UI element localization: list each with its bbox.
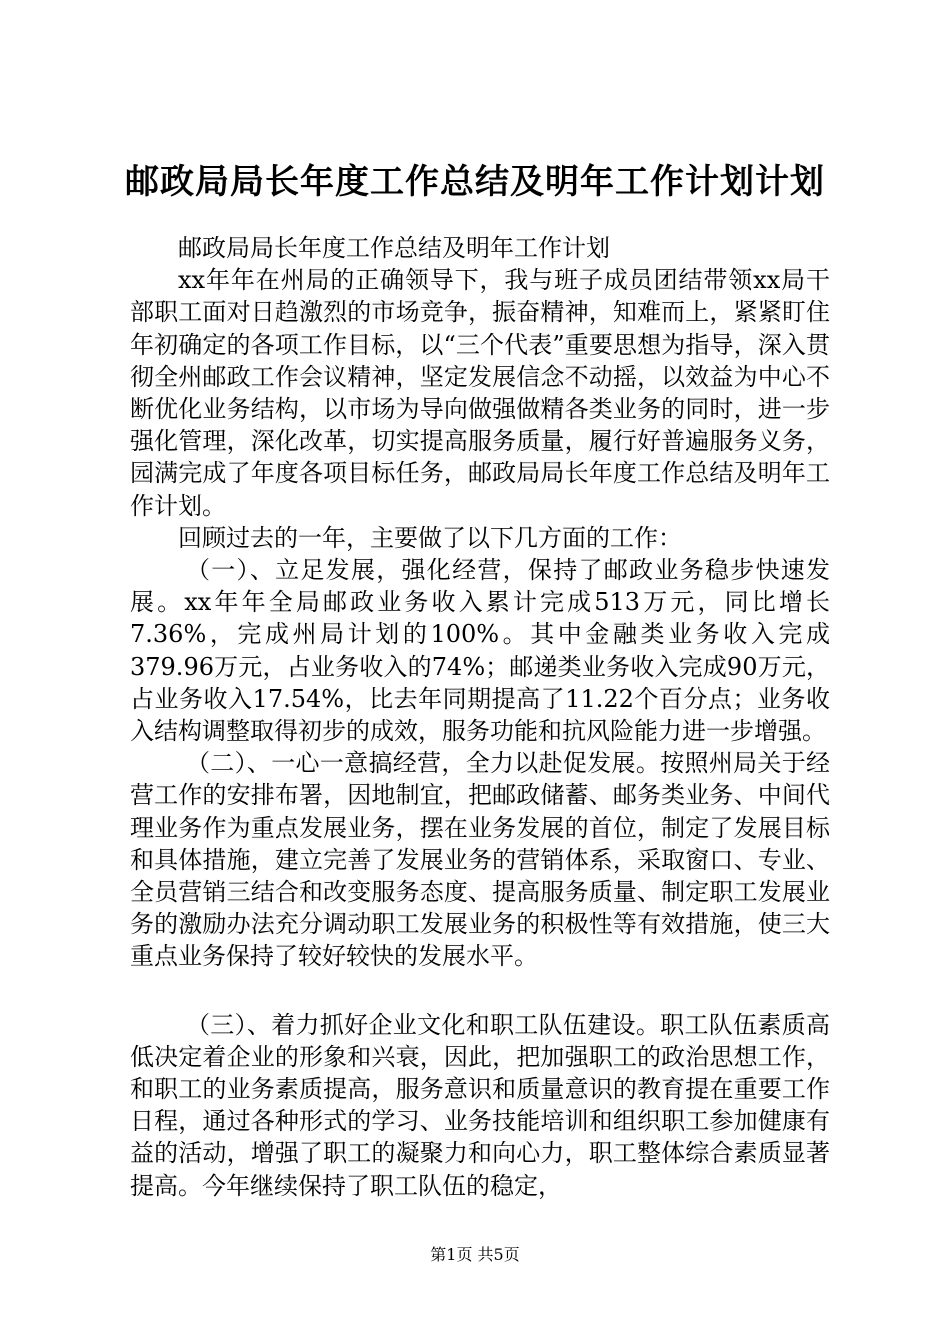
intro-paragraph: xx年年在州局的正确领导下，我与班子成员团结带领xx局干部职工面对日趋激烈的市场竞争，振奋精神，知难而上，紧紧盯住年初确定的各项工作目标，以“三个代表”重要思想为指导，深入贯彻全州邮政工作会议精神，坚定发展信念不动摇，以效益为中心不断优化业务结构，以市场为导向做强做精各类业务的同时，进一步强化管理，深化改革，切实提高服务质量，履行好普遍服务义务，园满完成了年度各项目标任务，邮政局局长年度工作总结及明年工作计划。 bbox=[130, 266, 830, 520]
page-number-indicator: 第1页 共5页 bbox=[430, 1245, 520, 1264]
section-two-paragraph: （二）、一心一意搞经营，全力以赴促发展。按照州局关于经营工作的安排布署，因地制宜，把邮政储蓄、邮务类业务、中间代理业务作为重点发展业务，摆在业务发展的首位，制定了发展目标和具体措施，建立完善了发展业务的营销体系，采取窗口、专业、全员营销三结合和改变服务态度、提高服务质量、制定职工发展业务的激励办法充分调动职工发展业务的积极性等有效措施，使三大重点业务保持了较好较快的发展水平。 bbox=[130, 749, 830, 971]
section-one-paragraph: （一）、立足发展，强化经营，保持了邮政业务稳步快速发展。xx年年全局邮政业务收入累计完成513万元，同比增长7.36%，完成州局计划的100%。其中金融类业务收入完成379.96万元，占业务收入的74%；邮递类业务收入完成90万元，占业务收入17.54%，比去年同期提高了11.22个百分点；业务收入结构调整取得初步的成效，服务功能和抗风险能力进一步增强。 bbox=[130, 556, 830, 746]
page-footer bbox=[0, 1244, 950, 1266]
subtitle-paragraph: 邮政局局长年度工作总结及明年工作计划 bbox=[178, 234, 610, 262]
review-lead-paragraph: 回顾过去的一年，主要做了以下几方面的工作： bbox=[178, 523, 682, 552]
document-title: 邮政局局长年度工作总结及明年工作计划计划 bbox=[125, 162, 825, 202]
section-three-paragraph: （三）、着力抓好企业文化和职工队伍建设。职工队伍素质高低决定着企业的形象和兴衰，因此，把加强职工的政治思想工作，和职工的业务素质提高，服务意识和质量意识的教育提在重要工作日程，通过各种形式的学习、业务技能培训和组织职工参加健康有益的活动，增强了职工的凝聚力和向心力，职工整体综合素质显著提高。今年继续保持了职工队伍的稳定， bbox=[130, 1010, 830, 1200]
document-body bbox=[130, 232, 830, 1202]
